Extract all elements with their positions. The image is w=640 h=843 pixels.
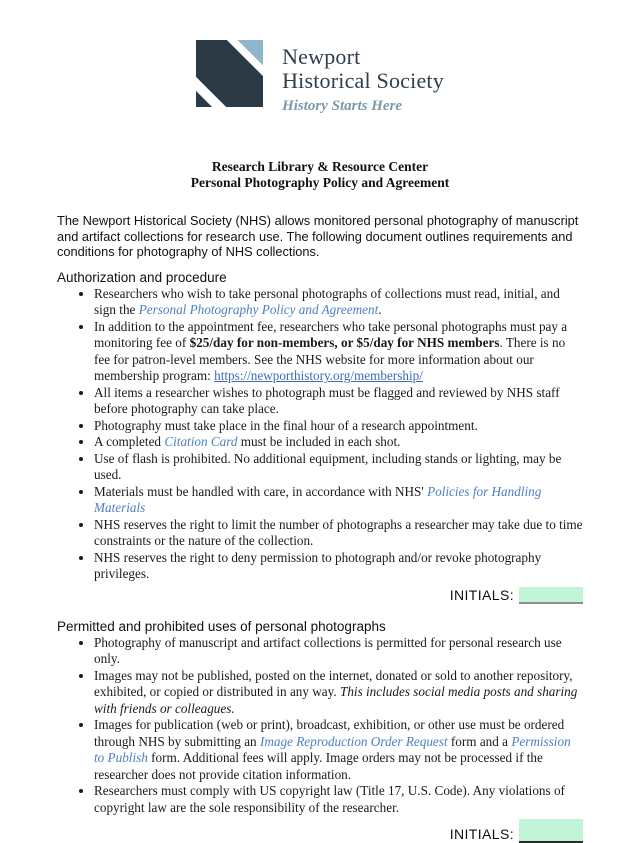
list-item — [94, 385, 583, 418]
authorization-bullet-list — [57, 286, 583, 583]
text-segment: A completed — [94, 434, 165, 450]
document-body — [0, 213, 640, 843]
text-segment: Researchers must comply with US copyright law (Title 17, U.S. Code). Any violations of copyright law are the sole responsibility of the researcher. — [94, 783, 565, 815]
text-segment: form and a — [447, 733, 512, 749]
text-segment: Images may not be published, posted on the internet, donated or sold to another repository, exhibited, or copied or distributed in any way. — [94, 667, 573, 700]
list-item — [94, 451, 583, 484]
list-item — [94, 783, 583, 816]
initials-row-authorization — [57, 586, 583, 604]
list-item — [94, 418, 583, 435]
text-segment: Images for publication (web or print), broadcast, exhibition, or other use must be ordered through NHS by submitting an — [94, 717, 565, 749]
initials-label: INITIALS: — [449, 586, 514, 603]
nhs-logo — [0, 0, 640, 115]
logo-text — [282, 40, 444, 115]
section-authorization — [57, 270, 583, 604]
text-segment: Materials must be handled with care, in accordance with NHS' — [94, 483, 428, 499]
list-item — [94, 319, 583, 385]
text-segment: All items a researcher wishes to photograph must be flagged and reviewed by NHS staff before photography can take place. — [94, 384, 560, 417]
list-item — [94, 517, 583, 550]
document-link[interactable]: Permission to Publish — [94, 733, 571, 766]
text-segment: NHS reserves the right to limit the number of photographs a researcher may take due to time constraints or the nature of the collection. — [94, 516, 583, 549]
intro-paragraph: The Newport Historical Society (NHS) allows monitored personal photography of manuscript and artifact collections for research use. The following document outlines requirements and conditions for photography of NHS collections. — [57, 213, 579, 260]
list-item — [94, 717, 583, 783]
section-permitted-uses — [57, 619, 583, 843]
text-segment: form. Additional fees will apply. Image orders may not be processed if the researcher does not provide citation information. — [94, 750, 543, 782]
document-title-line1: Research Library & Resource Center — [211, 159, 429, 174]
list-item — [94, 434, 583, 451]
org-name-line2: Historical Society — [282, 68, 444, 93]
text-segment: . — [378, 302, 382, 318]
list-item — [94, 635, 583, 668]
org-name-line1: Newport — [282, 44, 361, 69]
initials-row-permitted-uses — [57, 819, 583, 843]
section-heading-authorization: Authorization and procedure — [57, 269, 227, 285]
text-segment: This includes social media posts and sharing with friends or colleagues. — [94, 684, 578, 716]
text-segment: Photography of manuscript and artifact collections is permitted for personal research use only. — [94, 634, 562, 667]
initials-input-field[interactable] — [519, 587, 583, 604]
text-segment: NHS reserves the right to deny permission to photograph and/or revoke photography privileges. — [94, 549, 542, 582]
list-item — [94, 550, 583, 583]
text-segment: Researchers who wish to take personal photographs of collections must read, initial, and sign the — [94, 285, 560, 318]
document-link[interactable]: Personal Photography Policy and Agreement — [138, 302, 379, 318]
document-title — [0, 159, 640, 191]
logo-tagline: History Starts Here — [282, 98, 403, 114]
text-segment: Use of flash is prohibited. No additional equipment, including stands or lighting, may be used. — [94, 450, 562, 483]
document-link[interactable]: Policies for Handling Materials — [94, 483, 542, 516]
initials-label: INITIALS: — [449, 826, 514, 843]
initials-input-field[interactable] — [519, 819, 583, 843]
text-segment: . There is no fee for patron-level members. See the NHS website for more information about our membership program: — [94, 335, 566, 384]
document-title-line2: Personal Photography Policy and Agreement — [190, 175, 450, 190]
text-segment: $25/day for non-members, or $5/day for NHS members — [189, 335, 500, 351]
text-segment: Photography must take place in the final hour of a research appointment. — [94, 417, 478, 433]
list-item — [94, 668, 583, 718]
text-segment: must be included in each shot. — [237, 434, 401, 450]
document-link[interactable]: Citation Card — [164, 434, 238, 450]
document-link[interactable]: Image Reproduction Order Request — [259, 733, 448, 749]
hyperlink[interactable]: https://newporthistory.org/membership/ — [214, 368, 423, 384]
section-heading-permitted-uses: Permitted and prohibited uses of personal photographs — [57, 618, 386, 634]
nhs-logo-mark-icon — [196, 40, 263, 107]
permitted-uses-bullet-list — [57, 635, 583, 817]
list-item — [94, 286, 583, 319]
text-segment: In addition to the appointment fee, researchers who take personal photographs must pay a monitoring fee of — [94, 318, 568, 351]
list-item — [94, 484, 583, 517]
